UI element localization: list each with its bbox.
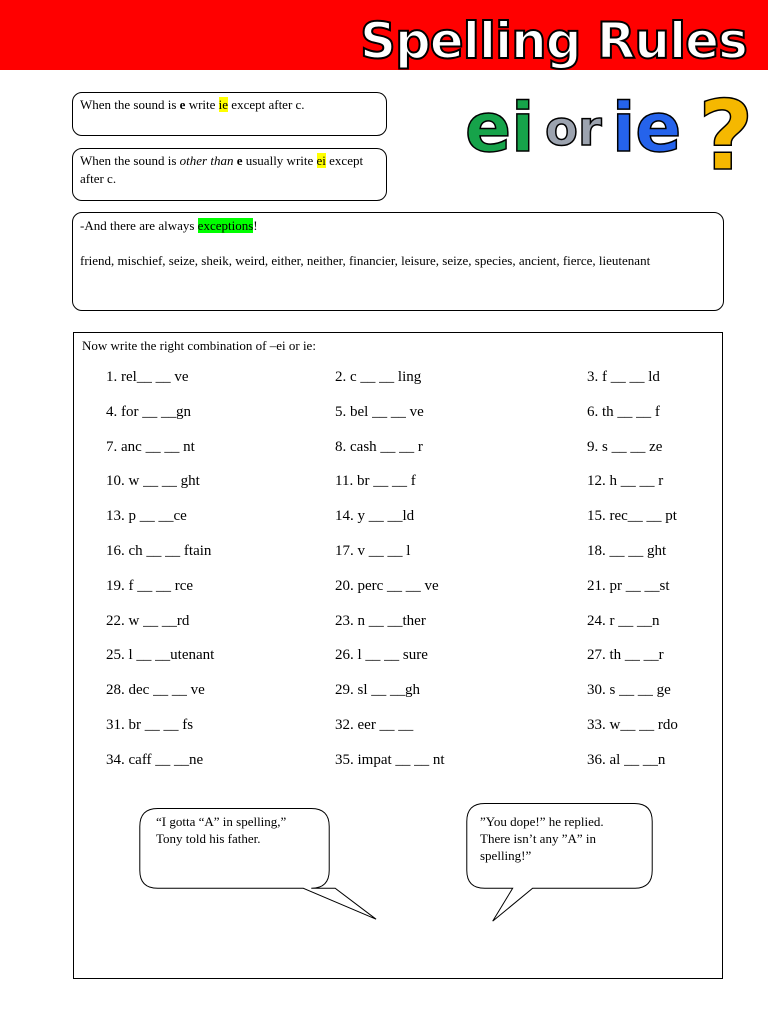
rule1-text-pre: When the sound is: [80, 97, 180, 112]
exercise-item: 35. impat __ __ nt: [335, 751, 445, 768]
exercise-item: 16. ch __ __ ftain: [106, 543, 212, 559]
exercise-item: 3. f __ __ ld: [587, 369, 660, 385]
exercise-item: 19. f __ __ rce: [106, 577, 194, 594]
rule1-bold: e: [179, 97, 186, 112]
exercise-item: 22. w __ __rd: [106, 612, 190, 629]
exercise-item: 11. br __ __ f: [335, 473, 416, 490]
exceptions-text-post: !: [253, 218, 258, 233]
exercise-item: 6. th __ __ f: [587, 403, 660, 420]
rule2-italic: other than: [179, 153, 234, 168]
exercise-item: 2. c __ __ ling: [335, 369, 422, 385]
exercise-item: 28. dec __ __ ve: [106, 682, 205, 699]
rule1-text-post: except after c.: [228, 97, 305, 112]
exercise-item: 32. eer __ __: [335, 717, 414, 733]
exceptions-box: [72, 212, 724, 311]
rule2-highlight: ei: [316, 153, 326, 168]
question-mark-graphic: ?: [698, 80, 754, 192]
exercise-item: 26. l __ __ sure: [335, 647, 428, 664]
exercise-item: 31. br __ __ fs: [106, 717, 194, 733]
exercise-item: 1. rel__ __ ve: [106, 369, 189, 385]
exercise-item: 12. h __ __ r: [587, 473, 664, 490]
exceptions-highlight: exceptions: [197, 218, 254, 233]
exercise-item: 17. v __ __ l: [335, 543, 411, 559]
exceptions-text-pre: -And there are always: [80, 218, 198, 233]
exercise-item: 27. th __ __r: [587, 647, 664, 664]
exercise-item: 4. for __ __gn: [106, 403, 191, 420]
bubble-left-line2: Tony told his father.: [156, 831, 261, 846]
exceptions-heading: [80, 217, 716, 235]
rule-box-2: [72, 148, 387, 201]
rule1-highlight: ie: [218, 97, 229, 112]
rule2-text-pre: When the sound is: [80, 153, 180, 168]
exercise-item: 29. sl __ __gh: [335, 682, 421, 699]
rule1-text-mid: write: [185, 97, 219, 112]
exercise-item: 23. n __ __ther: [335, 612, 426, 629]
bubble-right-line2: There isn’t any ”A” in: [480, 831, 596, 846]
exercise-item: 30. s __ __ ge: [587, 682, 671, 699]
speech-bubbles: [74, 333, 722, 978]
exercise-item: 21. pr __ __st: [587, 577, 670, 594]
exercise-item: 18. __ __ ght: [587, 543, 667, 559]
ie-graphic: ie: [612, 89, 682, 168]
exercise-item: 33. w__ __ rdo: [587, 717, 678, 733]
bubble-right-line3: spelling!”: [480, 848, 532, 863]
exercise-item: 15. rec__ __ pt: [587, 508, 677, 525]
bubble-left-text: [156, 813, 286, 847]
exercise-item: 14. y __ __ld: [335, 508, 415, 525]
rule2-text-post: except after c.: [80, 153, 364, 186]
exercise-item: 34. caff __ __ne: [106, 751, 204, 768]
exercise-item: 9. s __ __ ze: [587, 438, 663, 455]
bubble-right-text: [480, 813, 604, 864]
exercise-item: 36. al __ __n: [587, 751, 666, 768]
exercise-item: 5. bel __ __ ve: [335, 403, 424, 420]
exercise-item: 20. perc __ __ ve: [335, 577, 439, 594]
exceptions-list: friend, mischief, seize, sheik, weird, either, neither, financier, leisure, seize, species, ancient, fierce, lieutenant: [80, 253, 651, 268]
ei-graphic: ei: [465, 89, 535, 168]
rule2-text-mid: usually write: [242, 153, 317, 168]
exercise-item: 13. p __ __ce: [106, 508, 187, 525]
exercise-item: 25. l __ __utenant: [106, 647, 215, 664]
bubble-left-line1: “I gotta “A” in spelling,”: [156, 814, 287, 829]
rule2-bold: e: [236, 153, 243, 168]
bubble-right-line1: ”You dope!” he replied.: [480, 814, 604, 829]
exercise-item: 7. anc __ __ nt: [106, 438, 195, 455]
exercise-item: 8. cash __ __ r: [335, 438, 423, 455]
exercise-box: [73, 332, 723, 979]
exercise-item: 10. w __ __ ght: [106, 473, 200, 490]
exercise-item: 24. r __ __n: [587, 612, 660, 629]
or-graphic: or: [545, 101, 602, 157]
exercise-instruction: Now write the right combination of –ei or ie:: [82, 338, 316, 353]
rule-box-1: [72, 92, 387, 136]
page-title: Spelling Rules: [360, 12, 747, 70]
